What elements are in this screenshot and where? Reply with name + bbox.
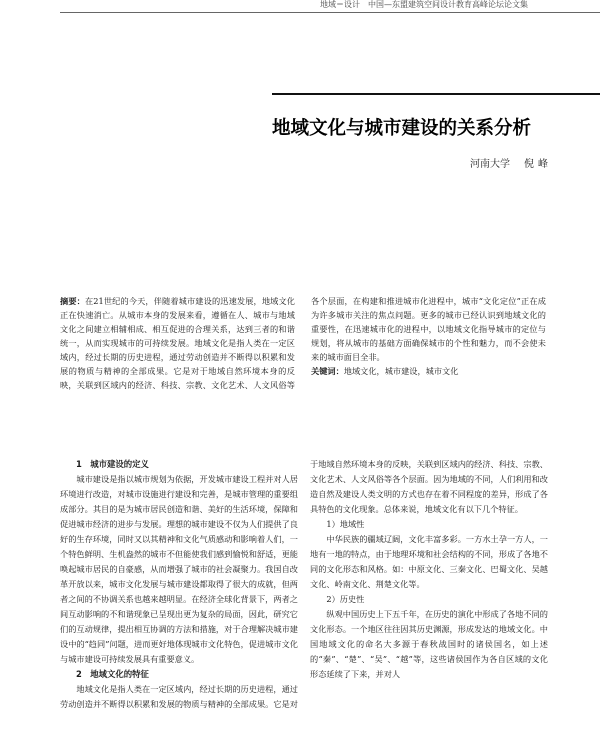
keywords-text: 地域文化，城市建设，城市文化 <box>343 366 459 376</box>
running-header: 地域＝设计 中国—东盟建筑空间设计教育高峰论坛论文集 <box>320 0 528 9</box>
body-paragraph-1: 城市建设是指以城市规划为依据，开发城市建设工程并对人居环境进行改造，对城市设施进行建设和完善，是城市管理的重要组成部分。其目的是为城市居民创造和谐、美好的生活环境，保障和促进城市经济的进步与发展。理想的城市建设不仅为人们提供了良好的生存环境，同时又以其精神和文化气质感动和影响着人们，一个特色鲜明、生机盎然的城市不但能使我们感到愉悦和舒适，更能唤起城市居民的自豪感，从而增强了城市的社会凝聚力。我国自改革开放以来，城市文化发展与城市建设都取得了很大的成就，但两者之间的不协调关系也越来越明显。在经济全球化背景下，两者之间互动影响的不和谐现象已呈现出更为复杂的局面，因此，研究它们的互动规律，提出相互协调的方法和措施，对于合理解决城市建设中的“趋同”问题，进而更好地体现城市文化特色，促进城市文化与城市建设可持续发展具有重要意义。 <box>60 474 298 664</box>
body-text <box>60 457 548 725</box>
section-heading-1: 1 城市建设的定义 <box>76 459 149 469</box>
abstract-paragraph <box>60 294 546 398</box>
keywords-paragraph <box>311 364 546 378</box>
abstract-label: 摘要： <box>60 296 85 306</box>
subheading-historicity: 2）历史性 <box>326 594 365 604</box>
body-paragraph-4: 纵观中国历史上下五千年，在历史的演化中形成了各地不同的文化形态。一个地区往往因其历史渊源，形成发达的地域文化。中国地域文化的命名大多源于春秋战国时的诸侯国名，如上述的“秦”、“楚”、“吴”、“越”等，这些诸侯国作为各自区域的文化形态延续了下来，并对人 <box>310 609 548 679</box>
section-heading-2: 2 地域文化的特征 <box>76 669 149 679</box>
abstract-block <box>60 294 546 398</box>
title-rule <box>272 93 600 95</box>
body-paragraph-3: 中华民族的疆域辽阔，文化丰富多彩。一方水土孕一方人，一地有一地的特点，由于地理环境和社会结构的不同，形成了各地不同的文化形态和风格。如：中原文化、三秦文化、巴蜀文化、吴越文化、岭南文化、荆楚文化等。 <box>310 534 548 589</box>
subheading-regionality: 1）地域性 <box>326 519 365 529</box>
keywords-label: 关键词： <box>311 366 344 376</box>
author-name: 倪峰 <box>524 159 552 170</box>
author-line <box>440 158 552 172</box>
article-title: 地域文化与城市建设的关系分析 <box>272 118 532 139</box>
header-rule <box>60 12 600 13</box>
author-affiliation: 河南大学 <box>470 159 510 170</box>
body-paragraph-2: 地域文化是指人类在一定区域内，经过长期的历史进程，通过劳动创造并不断得以积累和发展的物质与精神的全部成果。它是对于地域自然环境本身的反映，关联到区域内的经济、科技、宗教、文化艺术、人文风俗等各个层面。因为地域的不同，人们利用和改造自然及建设人类文明的方式也存在着不同程度的差异，形成了各具特色的文化现象。总体来说，地域文化有以下几个特征。 <box>60 459 548 709</box>
abstract-text: 在21世纪的今天，伴随着城市建设的迅速发展，地域文化正在快速消亡。从城市本身的发展来看，遵循在人、城市与地域文化之间建立相辅相成、相互促进的合理关系，达到三者的和谐统一，从而实现城市的可持续发展。地域文化是指人类在一定区域内，经过长期的历史进程，通过劳动创造并不断得以积累和发展的物质与精神的全部成果。它是对于地域自然环境本身的反映，关联到区域内的经济、科技、宗教、文化艺术、人文风俗等各个层面，在构建和推进城市化进程中，城市“文化定位”正在成为许多城市关注的焦点问题。更多的城市已经认识到地域文化的重要性，在迅速城市化的进程中，以地域文化指导城市的定位与规划，将从城市的基础方面确保城市的个性和魅力，而不会使未来的城市面目全非。 <box>60 296 546 390</box>
